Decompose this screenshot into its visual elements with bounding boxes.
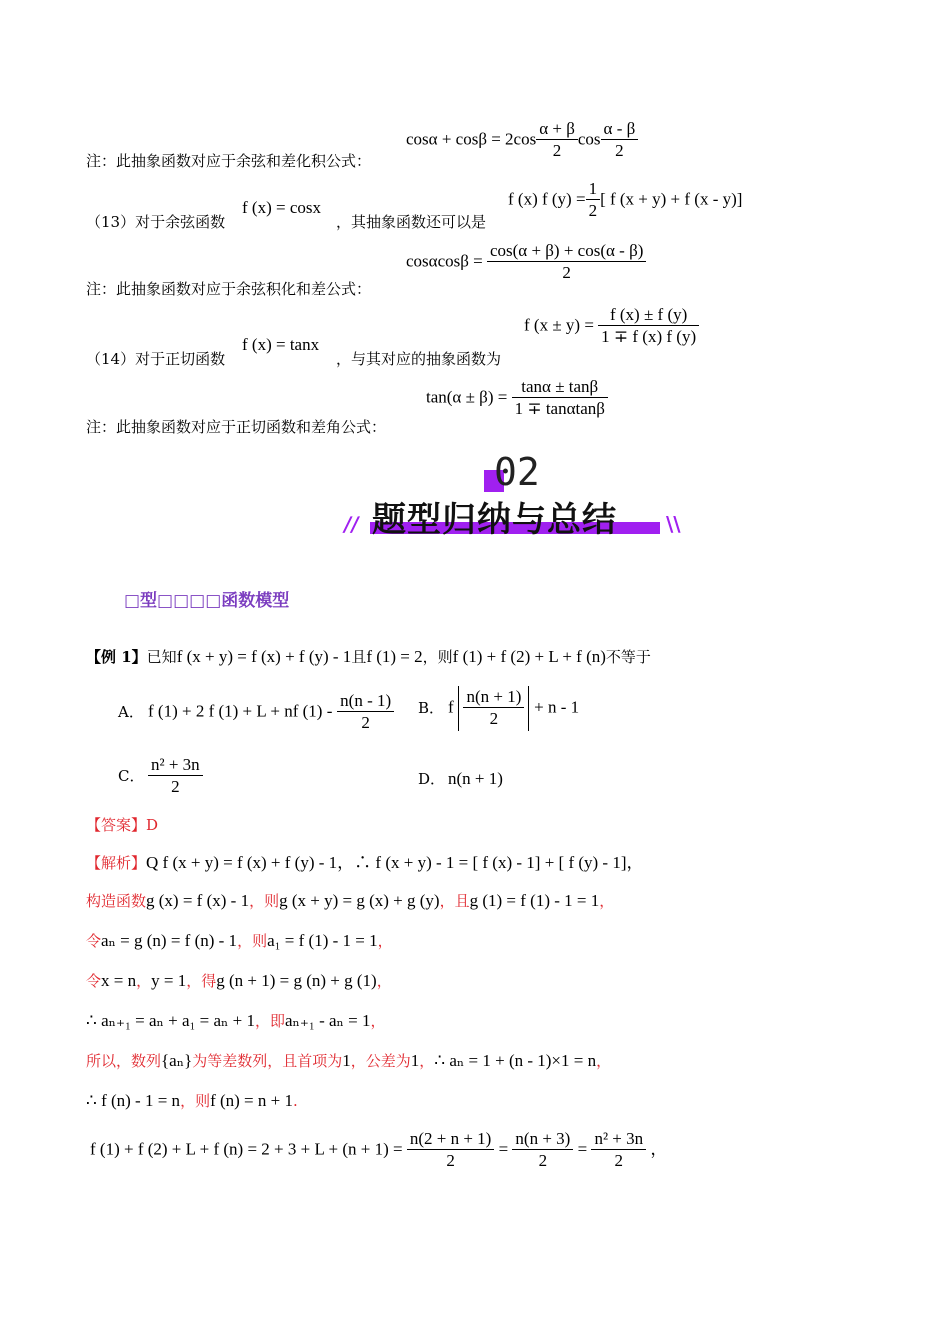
answer <box>86 814 158 835</box>
fraction: $\frac{\text{n² + 3n}}{2}$ <box>591 1128 646 1173</box>
analysis-line-6: 所以，数列{aₙ}为等差数列，且首项为1，公差为1，∴ aₙ = 1 + (n - 1)×1 = n， <box>86 1051 612 1070</box>
example-stem: 【例 1】已知f (x + y) = f (x) + f (y) - 1且f (1) = 2，则f (1) + f (2) + L + f (n)不等于 <box>86 647 651 666</box>
analysis-line-1: 【解析】Q f (x + y) = f (x) + f (y) - 1，∴ f (x + y) - 1 = [ f (x) - 1] + [ f (y) - 1]， <box>86 853 644 872</box>
analysis-line-8: f (1) + f (2) + L + f (n) = 2 + 3 + L + (n + 1) = $\frac{n(2 + n + 1)}{2}$ = $\frac{n(n + 3)}{2}$ = $\frac{\text{n² + 3n}}{2}$ ， <box>90 1128 667 1173</box>
item-13-function: f (x) = cosx <box>242 198 321 217</box>
tan-formula: tan(α ± β) = $\frac{\tan\alpha \pm \tan\beta}{1 \mp \tan\alpha\tan\beta}$ <box>426 376 608 421</box>
option-c <box>118 754 203 799</box>
fraction: $\frac{\tan\alpha \pm \tan\beta}{1 \mp \tan\alpha\tan\beta}$ <box>512 376 608 421</box>
analysis-line-3: 令aₙ = g (n) = f (n) - 1，则a₁ = f (1) - 1 = 1， <box>86 931 393 950</box>
analysis-line-4: 令x = n，y = 1，得g (n + 1) = g (n) + g (1)， <box>86 971 392 990</box>
sum-to-product-formula: cosα + cosβ = 2cos $\frac{\alpha + \beta}{2}$ cos $\frac{\alpha - \beta}{2}$ <box>406 118 638 163</box>
option-a-label: A． <box>118 702 144 721</box>
option-b-label: B． <box>418 698 445 717</box>
answer-label: 【答案】 <box>86 816 147 834</box>
banner-title: 题型归纳与总结 <box>372 500 617 540</box>
banner-number: 02 <box>494 450 540 494</box>
analysis-line-2: 构造函数g (x) = f (x) - 1，则g (x + y) = g (x) + g (y)，且g (1) = f (1) - 1 = 1， <box>86 891 615 910</box>
option-a: A． f (1) + 2 f (1) + L + nf (1) - $\frac{n(n - 1)}{2}$ <box>118 690 394 735</box>
fraction: $\frac{\alpha - \beta}{2}$ <box>601 118 639 163</box>
option-d: D． n(n + 1) <box>418 769 503 788</box>
formula-left: cosα + cosβ = 2cos <box>406 129 537 149</box>
fraction: $\frac{n(n + 3)}{2}$ <box>512 1128 573 1173</box>
fraction: $\frac{\alpha + \beta}{2}$ <box>536 118 578 163</box>
note-product-to-sum: 注：此抽象函数对应于余弦积化和差公式： <box>86 280 372 298</box>
option-d-label: D． <box>418 770 446 788</box>
analysis-label: 【解析】 <box>86 854 147 872</box>
item-13-middle: ，其抽象函数还可以是 <box>336 213 487 231</box>
example-label: 【例 1】 <box>86 648 147 666</box>
fraction: $\frac{n(2 + n + 1)}{2}$ <box>407 1128 495 1173</box>
fraction: $\frac{f (x) \pm f (y)}{1 \mp f (x) f (y)}$ <box>598 304 699 349</box>
item-14-middle: ，与其对应的抽象函数为 <box>336 350 502 368</box>
banner-slash-left: // <box>341 512 361 536</box>
fraction: $\frac{1}{2}$ <box>586 178 601 223</box>
section-banner <box>340 452 685 542</box>
note-tan: 注：此抽象函数对应于正切函数和差角公式： <box>86 418 387 436</box>
option-b: B． f $\frac{n(n + 1)}{2}$ + n - 1 <box>418 686 579 731</box>
answer-value: D <box>146 816 159 834</box>
product-to-sum-formula: cosαcosβ = $\frac{\cos(\alpha + \beta) + \cos(\alpha - \beta)}{2}$ <box>406 240 646 285</box>
analysis-line-5: ∴ aₙ₊₁ = aₙ + a₁ = aₙ + 1，即aₙ₊₁ - aₙ = 1， <box>86 1011 386 1030</box>
item-14-function: f (x) = tanx <box>242 335 320 354</box>
option-c-label: C． <box>118 766 145 785</box>
fraction: $\frac{\text{n² + 3n}}{2}$ <box>148 754 203 799</box>
banner-slash-right: \\ <box>666 512 681 536</box>
fraction: $\frac{\cos(\alpha + \beta) + \cos(\alpha - \beta)}{2}$ <box>487 240 646 285</box>
note-sum-to-product: 注：此抽象函数对应于余弦和差化积公式： <box>86 152 372 170</box>
item-13-prefix: （13）对于余弦函数 <box>86 213 226 231</box>
item-14-prefix: （14）对于正切函数 <box>86 350 226 368</box>
fraction-bracketed: $\frac{n(n + 1)}{2}$ <box>458 686 529 731</box>
item-14-formula: f (x ± y) = $\frac{f (x) \pm f (y)}{1 \mp f (x) f (y)}$ <box>524 304 699 349</box>
fraction: $\frac{n(n - 1)}{2}$ <box>337 690 394 735</box>
section-title: □型□□□□函数模型 <box>124 591 290 611</box>
analysis-line-7: ∴ f (n) - 1 = n，则f (n) = n + 1. <box>86 1091 298 1110</box>
item-13-formula: f (x) f (y) = $\frac{1}{2}$ [ f (x + y) + f (x - y)] <box>508 178 742 223</box>
